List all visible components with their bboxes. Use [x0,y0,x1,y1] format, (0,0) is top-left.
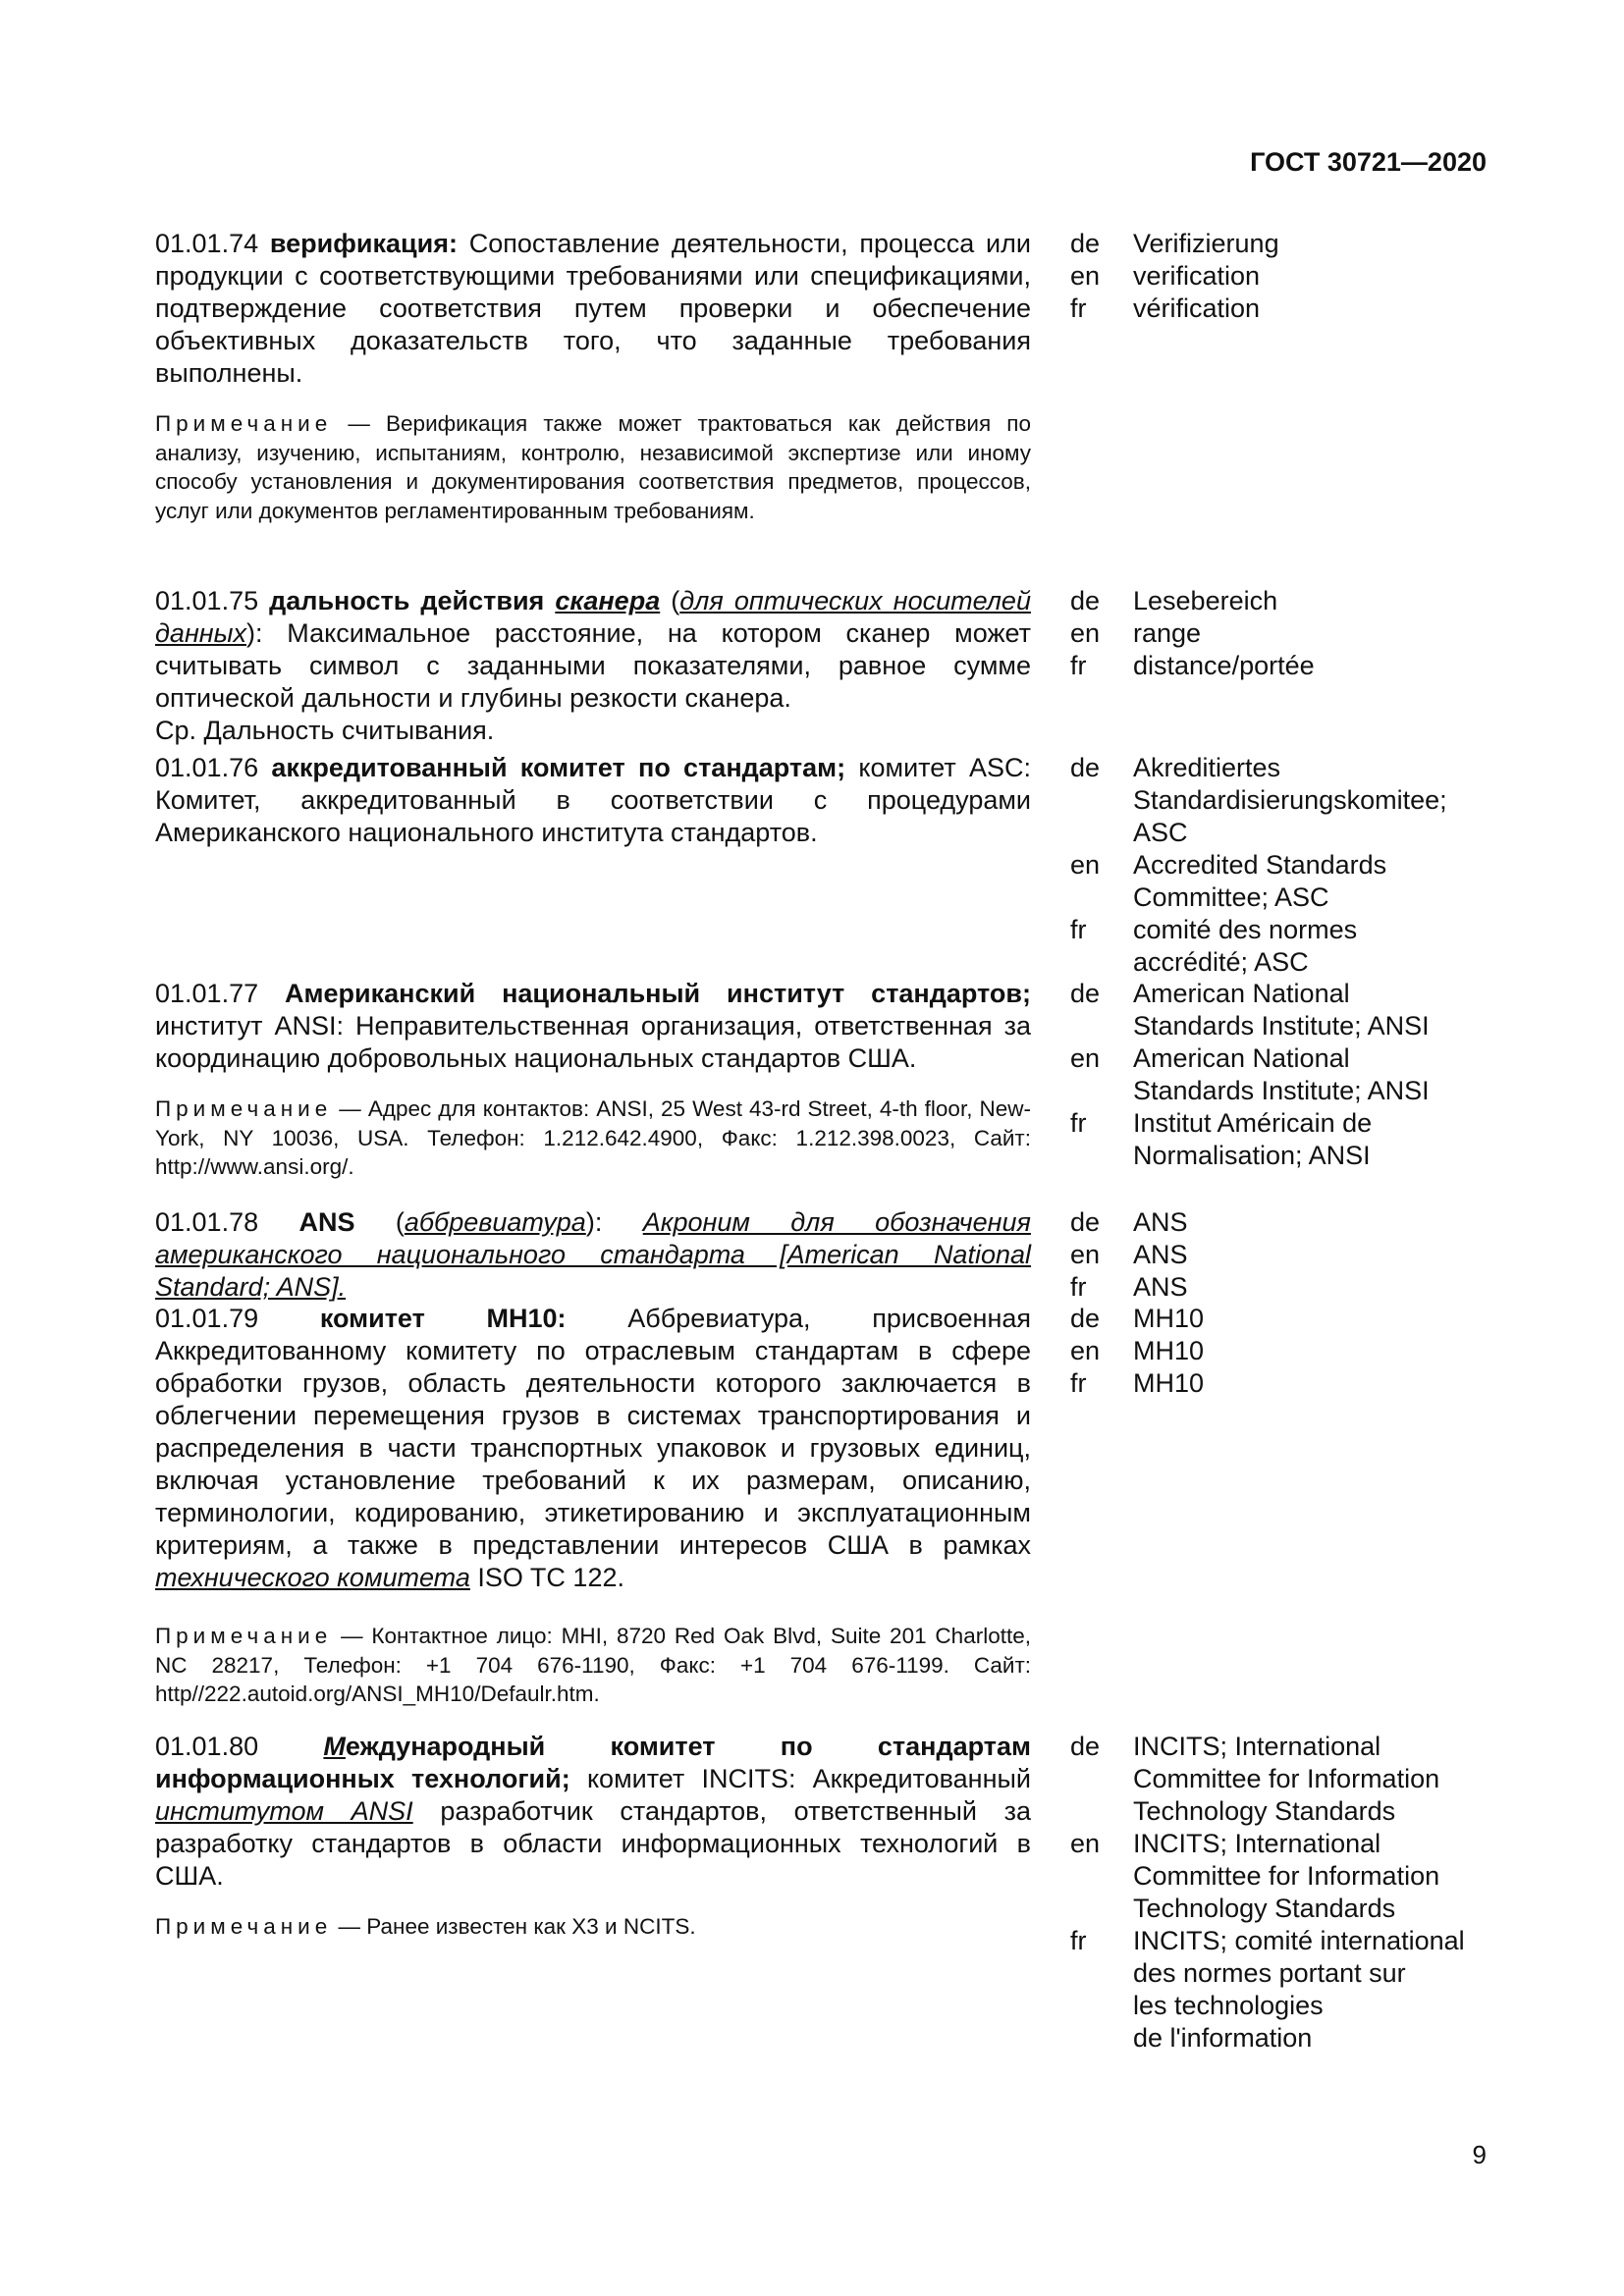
equivalent-fr [1070,293,1502,325]
entry-number: 01.01.74 [155,229,259,258]
lang-code: en [1070,850,1101,880]
entry-term: ANS [298,1207,355,1237]
entry-term: комитет MH10: [319,1304,567,1333]
note-label: Примечание [155,1624,333,1648]
note-label: Примечание [155,411,333,436]
lang-code: en [1070,618,1101,648]
term-line: Accredited Standards [1133,850,1387,880]
entry-definition [155,1206,1031,1304]
entry-definition [155,585,1031,715]
lang-code: de [1070,586,1101,615]
entry-01-01-75 [155,585,1510,747]
entry-text: комитет ASC: Комитет, аккредитованный в соответствии с процедурами Американского национального института стандартов. [155,753,1031,847]
equivalent-en [1070,260,1502,293]
entry-number: 01.01.75 [155,586,259,615]
term-line: Technology Standards [1133,1796,1396,1826]
paren: ( [395,1207,405,1237]
note-text: — Ранее известен как X3 и NCITS. [338,1914,696,1939]
note-text: — Верификация также может трактоваться как действия по анализу, изучению, испытаниям, контролю, независимой экспертизе или иному способу установления и документирования соответствия предметов, процессов, услуг или документов регламентированным требованиям. [155,411,1031,523]
entry-definition [155,1731,1031,1893]
paren: ): [246,618,263,648]
equivalent-fr [1070,650,1502,682]
term-line: distance/portée [1133,651,1315,680]
term-line: MH10 [1133,1336,1205,1365]
lang-code: en [1070,1043,1101,1073]
term-line: Standardisierungskomitee; [1133,785,1447,815]
lang-code: de [1070,229,1101,258]
entry-01-01-76 [155,752,1510,977]
lang-code: fr [1070,915,1087,944]
equivalent-de [1070,585,1502,617]
lang-code: fr [1070,1108,1087,1138]
document-header: ГОСТ 30721—2020 [1250,147,1487,177]
term-line: Verifizierung [1133,229,1279,258]
equivalent-fr [1070,914,1502,979]
entry-cross-reference: Ср. Дальность считывания. [155,716,495,745]
lang-code: en [1070,1829,1101,1858]
entry-number: 01.01.80 [155,1732,259,1761]
lang-code: fr [1070,1368,1087,1398]
entry-note [155,1095,1031,1182]
entry-01-01-80 [155,1731,1510,2053]
entry-01-01-78 [155,1206,1510,1304]
equivalent-en [1070,1828,1502,1925]
entry-text: Максимальное расстояние, на котором сканер может считывать символ с заданными показателями, равное сумме оптической дальности и глубины резкости сканера. [155,618,1031,713]
equivalent-fr [1070,1925,1502,2055]
term-line: Standards Institute; ANSI [1133,1076,1430,1105]
term-line: Akreditiertes [1133,753,1281,782]
term-line: verification [1133,261,1261,291]
note-label: Примечание [155,1096,333,1121]
entry-number: 01.01.76 [155,753,259,782]
entry-text: комитет INCITS: Аккредитованный [586,1764,1031,1793]
term-line: vérification [1133,294,1261,323]
term-line: les technologies [1133,1991,1324,2020]
lang-code: fr [1070,1272,1087,1302]
term-line: MH10 [1133,1304,1205,1333]
equivalent-en [1070,849,1502,914]
domain-link[interactable]: аббревиатура [404,1207,586,1237]
lang-code: de [1070,1304,1101,1333]
equivalent-de [1070,752,1502,849]
entry-note [155,1622,1031,1709]
equivalent-de [1070,228,1502,260]
equivalent-fr [1070,1271,1502,1304]
entry-term: верификация: [269,229,458,258]
term-line: comité des normes [1133,915,1358,944]
entry-text-end: разработчик стандартов, ответственный за разработку стандартов в области информационных технологий в США. [155,1796,1031,1891]
term-line: MH10 [1133,1368,1205,1398]
lang-code: fr [1070,1926,1087,1955]
entry-term: Американский национальный институт стандартов; [285,979,1031,1008]
entry-term: аккредитованный комитет по стандартам; [271,753,846,782]
entry-number: 01.01.78 [155,1207,259,1237]
equivalent-de [1070,978,1502,1042]
term-line: Committee for Information [1133,1861,1440,1891]
paren: ( [671,586,680,615]
equivalent-fr [1070,1107,1502,1172]
ansi-link[interactable]: институтом ANSI [155,1796,413,1826]
term-line: INCITS; International [1133,1732,1381,1761]
entry-01-01-79 [155,1303,1510,1709]
definition-link[interactable]: Акроним для обозначения американского национального стандарта [American National Standard; ANS]. [155,1207,1031,1302]
term-line: de l'information [1133,2023,1313,2053]
entry-text-end: ISO TC 122. [477,1563,624,1592]
term-line: American National [1133,1043,1350,1073]
note-text: — Адрес для контактов: ANSI, 25 West 43-rd Street, 4-th floor, New-York, NY 10036, USA. Телефон: 1.212.642.4900, Факс: 1.212.398.0023, Сайт: http://www.ansi.org/. [155,1096,1031,1179]
page-number: 9 [1472,2140,1487,2169]
entry-note [155,409,1031,525]
term-line: range [1133,618,1202,648]
equivalent-de [1070,1206,1502,1239]
term-line: ANS [1133,1207,1188,1237]
lang-code: de [1070,979,1101,1008]
lang-code: fr [1070,294,1087,323]
term-line: accrédité; ASC [1133,947,1309,977]
lang-code: en [1070,261,1101,291]
equivalent-en [1070,1239,1502,1271]
entry-number: 01.01.77 [155,979,259,1008]
entry-definition [155,752,1031,849]
term-line: American National [1133,979,1350,1008]
equivalent-fr [1070,1367,1502,1400]
tc-link[interactable]: технического комитета [155,1563,470,1592]
term-line: INCITS; comité international [1133,1926,1465,1955]
term-line: Normalisation; ANSI [1133,1141,1371,1170]
equivalent-en [1070,617,1502,650]
paren: ): [585,1207,603,1237]
entry-text: Аббревиатура, присвоенная Аккредитованному комитету по отраслевым стандартам в сфере обработки грузов, область деятельности которого заключается в облегчении перемещения грузов в системах транспортирования и распределения в части транспортных упаковок и грузовых единиц, включая установление требований к их размерам, описанию, терминологии, кодированию, этикетированию и эксплуатационным критериям, а также в представлении интересов США в рамках [155,1304,1031,1560]
term-line: INCITS; International [1133,1829,1381,1858]
domain-link[interactable]: для оптических носителей данных [155,586,1031,648]
term-line: Lesebereich [1133,586,1278,615]
entry-01-01-74 [155,228,1510,525]
lang-code: de [1070,1732,1101,1761]
entry-number: 01.01.79 [155,1304,259,1333]
entry-text: Сопоставление деятельности, процесса или продукции с соответствующими требованиями или спецификациями, подтверждение соответствия путем проверки и обеспечение объективных доказательств того, что заданные требования выполнены. [155,229,1031,388]
note-label: Примечание [155,1914,333,1939]
term-line: Technology Standards [1133,1894,1396,1923]
term-line: ASC [1133,818,1188,847]
note-text: — Контактное лицо: MHI, 8720 Red Oak Blvd, Suite 201 Charlotte, NC 28217, Телефон: +1 704 676-1190, Факс: +1 704 676-1199. Сайт: http//222.autoid.org/ANSI_MH10/Defaulr.htm. [155,1624,1031,1706]
entry-definition [155,228,1031,390]
entry-term: еждународный комитет по стандартам информационных технологий; [155,1732,1031,1793]
term-line: Committee; ASC [1133,882,1329,912]
term-line: des normes portant sur [1133,1958,1406,1988]
entry-term: дальность действия [269,586,545,615]
equivalent-en [1070,1042,1502,1107]
equivalent-de [1070,1731,1502,1828]
lang-code: de [1070,1207,1101,1237]
term-first-letter-link[interactable]: М [323,1732,346,1761]
equivalents-list [1070,228,1502,325]
lang-code: en [1070,1336,1101,1365]
term-line: Institut Américain de [1133,1108,1373,1138]
entry-definition [155,978,1031,1075]
lang-code: en [1070,1240,1101,1269]
lang-code: fr [1070,651,1087,680]
equivalents-list [1070,752,1502,979]
entry-01-01-77 [155,978,1510,1182]
equivalent-en [1070,1335,1502,1367]
equivalents-list [1070,1206,1502,1304]
term-line: Standards Institute; ANSI [1133,1011,1430,1041]
equivalents-list [1070,978,1502,1172]
term-line: ANS [1133,1272,1188,1302]
term-crossref-link[interactable]: сканера [555,586,661,615]
equivalents-list [1070,585,1502,682]
equivalents-list [1070,1303,1502,1400]
entry-text: институт ANSI: Неправительственная организация, ответственная за координацию добровольных национальных стандартов США. [155,1011,1031,1073]
entry-definition [155,1303,1031,1594]
term-line: Committee for Information [1133,1764,1440,1793]
lang-code: de [1070,753,1101,782]
entry-note [155,1912,1031,1942]
equivalents-list [1070,1731,1502,2055]
term-line: ANS [1133,1240,1188,1269]
equivalent-de [1070,1303,1502,1335]
